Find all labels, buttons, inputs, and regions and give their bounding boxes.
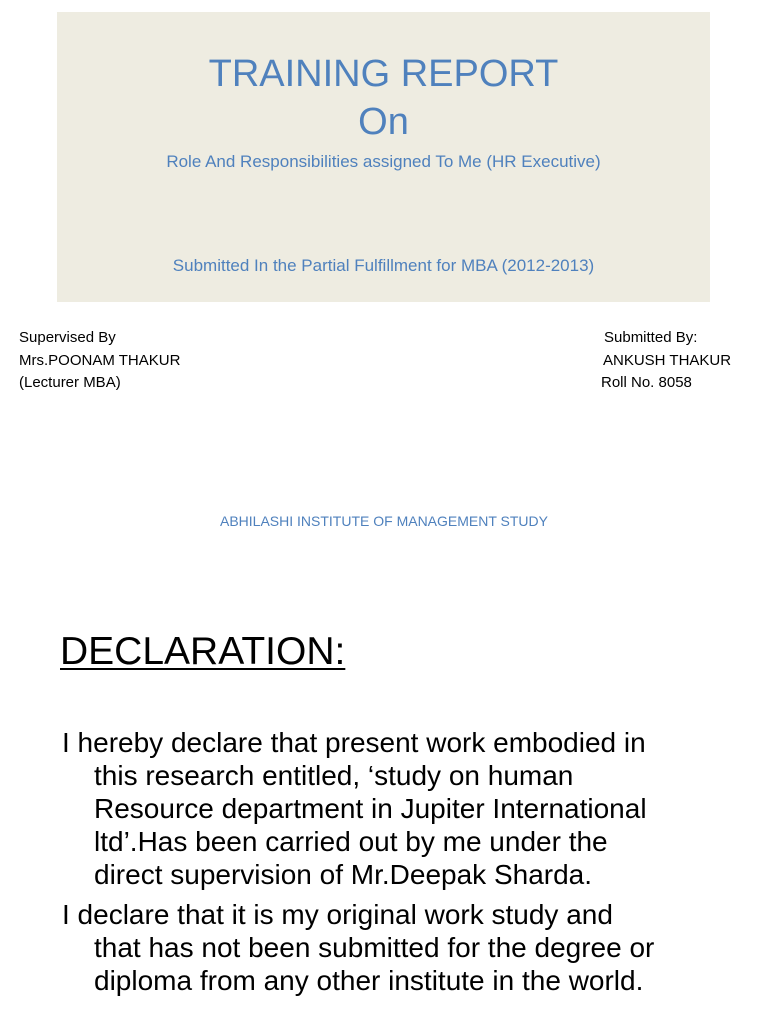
paragraph-line: I declare that it is my original work study and	[62, 899, 613, 930]
supervisor-block	[19, 327, 180, 395]
report-subtitle: Role And Responsibilities assigned To Me (HR Executive)	[166, 152, 601, 171]
title-box	[57, 12, 710, 302]
paragraph-line: that has not been submitted for the degree or	[94, 932, 655, 963]
declaration-paragraph	[62, 726, 752, 891]
supervisor-label: Supervised By	[19, 329, 116, 346]
report-title: TRAINING REPORT	[208, 53, 559, 95]
declaration-paragraph	[62, 898, 752, 997]
report-fulfillment: Submitted In the Partial Fulfillment for MBA (2012-2013)	[172, 256, 595, 275]
report-title-on: On	[358, 101, 409, 143]
paragraph-line: this research entitled, ‘study on human	[94, 760, 574, 791]
submitter-block	[598, 327, 731, 395]
paragraph-line: diploma from any other institute in the world.	[94, 965, 644, 996]
institute-name: ABHILASHI INSTITUTE OF MANAGEMENT STUDY	[219, 513, 548, 529]
supervisor-designation: (Lecturer MBA)	[19, 374, 121, 391]
submitter-label: Submitted By:	[604, 329, 698, 346]
submitter-roll: Roll No. 8058	[601, 374, 692, 391]
declaration-heading: DECLARATION:	[60, 630, 346, 673]
paragraph-line: direct supervision of Mr.Deepak Sharda.	[94, 859, 593, 890]
paragraph-line: I hereby declare that present work embodied in	[62, 727, 646, 758]
paragraph-line: ltd’.Has been carried out by me under the	[94, 826, 608, 857]
paragraph-line: Resource department in Jupiter International	[94, 793, 647, 824]
submitter-name: ANKUSH THAKUR	[603, 351, 732, 369]
supervisor-name: Mrs.POONAM THAKUR	[19, 351, 181, 369]
